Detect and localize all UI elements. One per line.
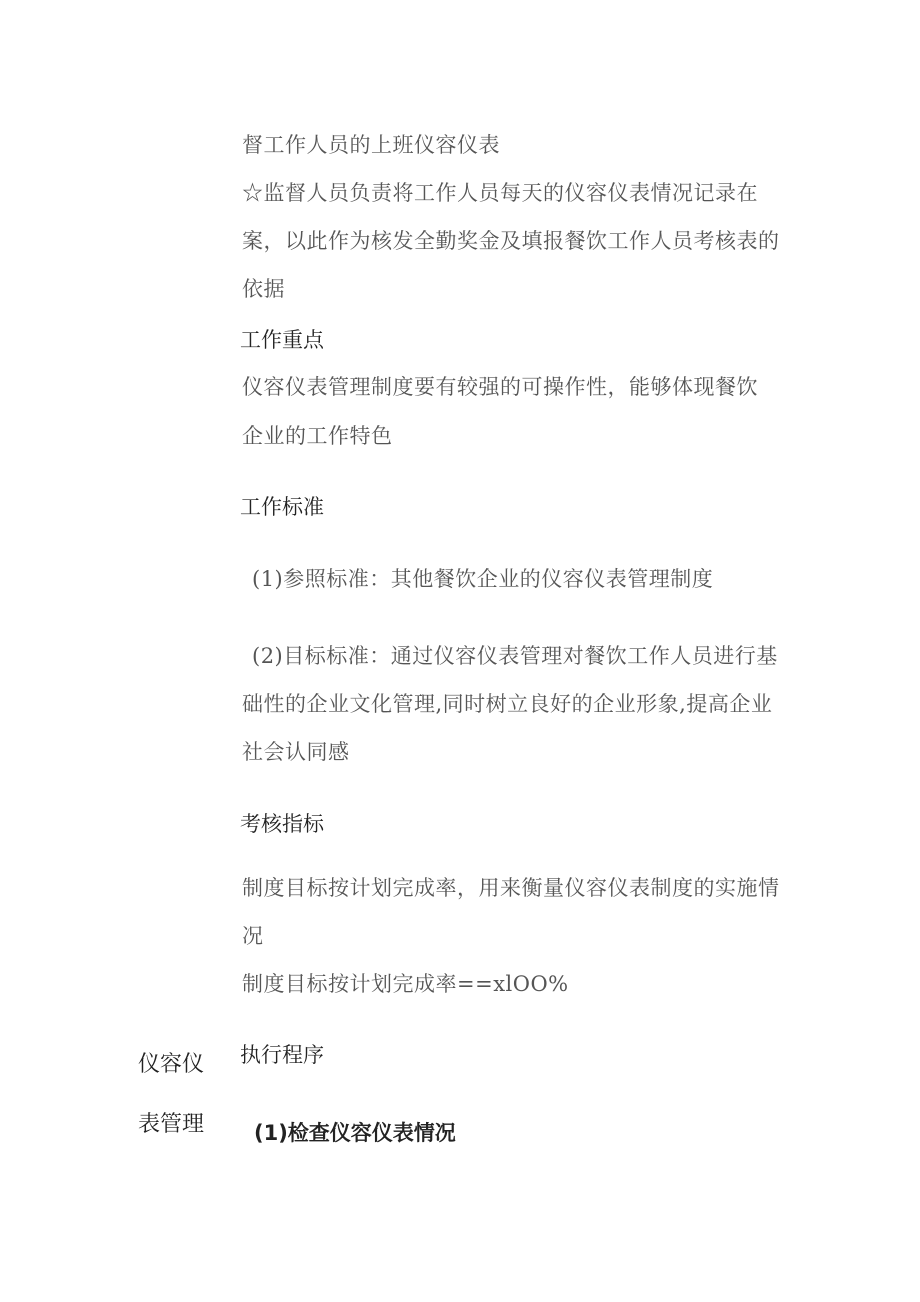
paragraph-line: ☆监督人员负责将工作人员每天的仪容仪表情况记录在 — [242, 181, 758, 205]
paragraph-line: 础性的企业文化管理,同时树立良好的企业形象,提高企业 — [242, 692, 773, 716]
paragraph-line: 社会认同感 — [242, 740, 350, 764]
section-heading-focus: 工作重点 — [240, 328, 324, 352]
paragraph-line: 企业的工作特色 — [242, 424, 393, 448]
paragraph-line: 依据 — [242, 277, 285, 301]
section-heading-standard: 工作标准 — [240, 495, 324, 519]
formula-line: 制度目标按计划完成率==xlOO% — [242, 972, 569, 996]
paragraph-line: 案，以此作为核发全勤奖金及填报餐饮工作人员考核表的 — [242, 229, 780, 253]
list-item: (1)参照标准：其他餐饮企业的仪容仪表管理制度 — [252, 567, 714, 591]
side-label-line2-clipped — [138, 1110, 228, 1137]
paragraph-line: 制度目标按计划完成率，用来衡量仪容仪表制度的实施情 — [242, 876, 780, 900]
side-label-line1: 仪容仪 — [138, 1052, 205, 1077]
paragraph-line: 仪容仪表管理制度要有较强的可操作性，能够体现餐饮 — [242, 375, 758, 399]
list-item: (2)目标标准：通过仪容仪表管理对餐饮工作人员进行基 — [252, 644, 778, 668]
procedure-step: (1)检查仪容仪表情况 — [254, 1121, 456, 1145]
paragraph-line: 督工作人员的上班仪容仪表 — [242, 133, 500, 157]
paragraph-line: 况 — [242, 924, 264, 948]
section-heading-procedure: 执行程序 — [240, 1043, 324, 1067]
section-heading-kpi: 考核指标 — [240, 812, 324, 836]
side-label-line2: 表管理 — [138, 1112, 205, 1137]
